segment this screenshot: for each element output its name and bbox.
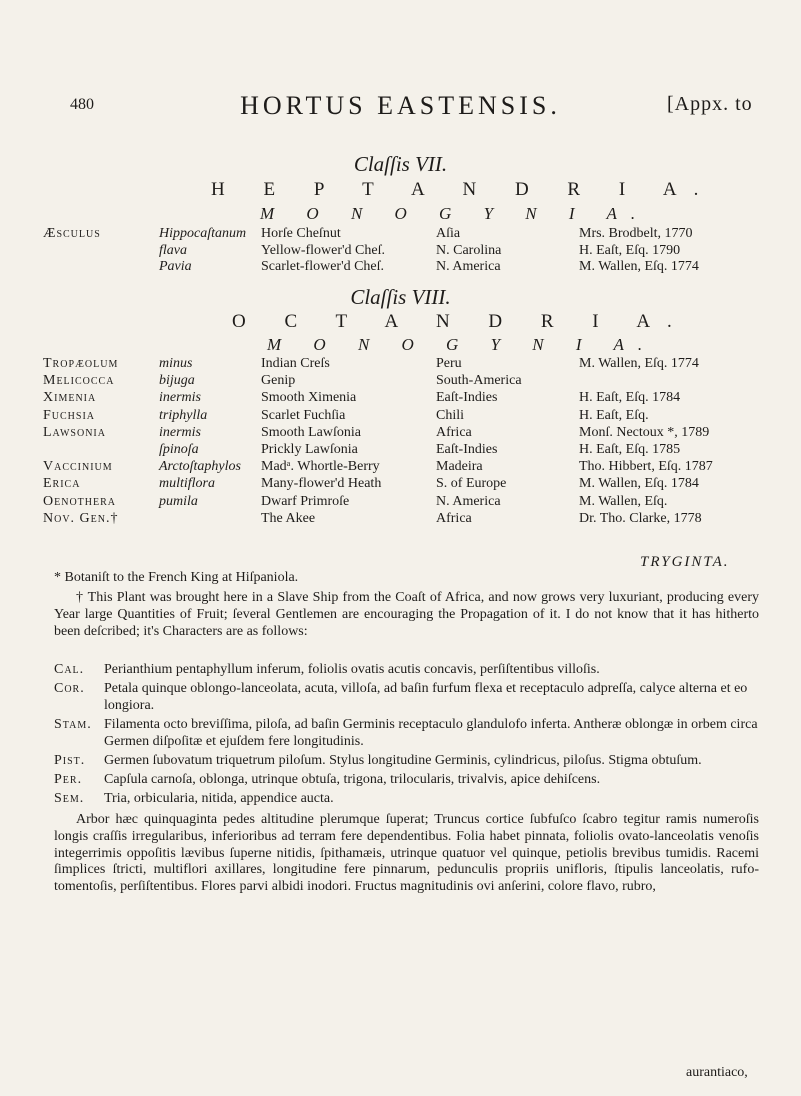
common-name-cell: Genip	[261, 373, 296, 389]
introduced-cell: H. Eaſt, Eſq. 1784	[579, 390, 681, 406]
introduced-cell: H. Eaſt, Eſq. 1785	[579, 442, 681, 457]
native-cell: Peru	[436, 356, 462, 371]
footnote-star: * Botaniſt to the French King at Hiſpaniola.	[54, 570, 299, 585]
table-row	[0, 459, 801, 476]
genus-cell: Æsculus	[43, 226, 101, 241]
common-name-cell: Yellow-flower'd Cheſ.	[261, 242, 385, 258]
native-cell: Madeira	[436, 459, 483, 475]
running-head	[0, 91, 801, 122]
introduced-cell: Dr. Tho. Clarke, 1778	[579, 510, 702, 526]
introduced-cell: M. Wallen, Eſq. 1774	[579, 259, 699, 274]
class-viii-order: M O N O G Y N I A.	[267, 335, 657, 354]
common-name-cell: Scarlet-flower'd Cheſ.	[261, 259, 385, 274]
introduced-cell: Monſ. Nectoux *, 1789	[579, 424, 710, 440]
character-row	[54, 717, 759, 751]
common-name-cell: Madᵃ. Whortle-Berry	[261, 459, 380, 475]
page-number: 480	[70, 96, 94, 113]
genus-cell: Nov. Gen.†	[43, 510, 119, 526]
table-row	[0, 356, 801, 373]
table-row	[0, 373, 801, 390]
class-vii-name: H E P T A N D R I A.	[211, 179, 716, 200]
character-label: Pist.	[54, 753, 86, 768]
species-cell: Hippocaſtanum	[159, 226, 247, 241]
table-row	[0, 476, 801, 493]
native-cell: S. of Europe	[436, 476, 507, 492]
species-cell: triphylla	[159, 407, 208, 423]
character-row	[54, 753, 759, 770]
character-text: Germen ſubovatum triquetrum piloſum. Stylus longitudine Germinis, cylindricus, piloſus. Stigma obtuſum.	[104, 753, 702, 768]
genus-cell: Fuchsia	[43, 407, 96, 423]
native-cell: N. America	[436, 259, 501, 274]
common-name-cell: Indian Creſs	[261, 356, 330, 371]
catchword-bottom: aurantiaco,	[686, 1065, 748, 1080]
table-row	[0, 425, 801, 442]
introduced-cell: Tho. Hibbert, Eſq. 1787	[579, 459, 713, 475]
genus-cell: Tropæolum	[43, 356, 119, 371]
native-cell: N. America	[436, 493, 501, 509]
species-cell: multiflora	[159, 476, 216, 492]
character-label: Per.	[54, 772, 83, 787]
native-cell: Africa	[436, 424, 472, 440]
running-title: HORTUS EASTENSIS.	[240, 91, 561, 120]
common-name-cell: Prickly Lawſonia	[261, 442, 358, 457]
species-cell: minus	[159, 356, 193, 371]
appendix-marker: [Appx. to	[667, 93, 753, 115]
table-row	[0, 243, 801, 260]
species-cell: ſpinoſa	[159, 442, 199, 457]
native-cell: South-America	[436, 373, 522, 389]
common-name-cell: Smooth Ximenia	[261, 390, 357, 406]
introduced-cell: H. Eaſt, Eſq. 1790	[579, 242, 681, 258]
character-row	[54, 662, 759, 679]
table-row	[0, 408, 801, 425]
native-cell: Chili	[436, 407, 465, 423]
character-text: Filamenta octo breviſſima, piloſa, ad baſin Germinis receptaculo glandulofo inferta. Antheræ oblongæ in orbem circa Germen diſpoſitæ et ejuſdem fere longitudinis.	[104, 717, 758, 749]
species-cell: flava	[159, 242, 187, 258]
character-text: Petala quinque oblongo-lanceolata, acuta, villoſa, ad baſin furfum flexa et receptaculo adpreſſa, calyce alterna et eo longiora.	[104, 681, 748, 713]
genus-cell: Oenothera	[43, 493, 116, 509]
introduced-cell: M. Wallen, Eſq. 1784	[579, 476, 699, 492]
common-name-cell: Scarlet Fuchſia	[261, 407, 346, 423]
native-cell: Eaſt-Indies	[436, 390, 498, 406]
character-text: Capſula carnoſa, oblonga, utrinque obtuſa, trigona, trilocularis, trivalvis, apice dehiſcens.	[104, 772, 601, 787]
native-cell: Aſia	[436, 226, 461, 241]
native-cell: N. Carolina	[436, 242, 502, 258]
character-row	[54, 791, 759, 808]
table-row	[0, 511, 801, 528]
native-cell: Eaſt-Indies	[436, 442, 498, 457]
table-row	[0, 494, 801, 511]
class-viii-label: Claſſis VIII.	[350, 285, 451, 309]
character-label: Stam.	[54, 717, 92, 732]
class-vii-label: Claſſis VII.	[353, 152, 448, 176]
species-cell: Arctoſtaphylos	[159, 459, 241, 475]
introduced-cell: M. Wallen, Eſq. 1774	[579, 356, 699, 371]
class-vii-order: M O N O G Y N I A.	[260, 204, 650, 223]
table-row	[0, 226, 801, 243]
species-cell: inermis	[159, 424, 201, 440]
genus-cell: Lawsonia	[43, 424, 106, 440]
species-cell: Pavia	[159, 259, 192, 274]
introduced-cell: M. Wallen, Eſq.	[579, 493, 668, 509]
genus-cell: Erica	[43, 476, 81, 492]
introduced-cell: Mrs. Brodbelt, 1770	[579, 226, 693, 241]
table-row	[0, 259, 801, 276]
character-label: Sem.	[54, 791, 85, 806]
common-name-cell: Many-flower'd Heath	[261, 476, 382, 492]
common-name-cell: Horſe Cheſnut	[261, 226, 341, 241]
genus-cell: Vaccinium	[43, 459, 113, 475]
table-row	[0, 390, 801, 407]
character-row	[54, 772, 759, 789]
character-row	[54, 681, 759, 715]
genus-cell: Melicocca	[43, 373, 115, 389]
character-label: Cor.	[54, 681, 85, 696]
class-viii-name: O C T A N D R I A.	[232, 311, 689, 332]
genus-cell: Ximenia	[43, 390, 97, 406]
common-name-cell: Smooth Lawſonia	[261, 424, 361, 440]
character-text: Tria, orbicularia, nitida, appendice aucta.	[104, 791, 334, 806]
species-cell: bijuga	[159, 373, 195, 389]
species-cell: pumila	[159, 493, 198, 509]
table-row	[0, 442, 801, 459]
character-label: Cal.	[54, 662, 85, 677]
introduced-cell: H. Eaſt, Eſq.	[579, 407, 649, 423]
character-text: Perianthium pentaphyllum inferum, foliolis ovatis acutis concavis, perſiſtentibus villoſis.	[104, 662, 600, 677]
footnote-dagger: † This Plant was brought here in a Slave Ship from the Coaſt of Africa, and now grows very luxuriant, producing every Year large Quantities of Fruit; ſeveral Gentlemen are encouraging the Propagation of it. I do not know that it has hitherto been deſcribed; it's Characters are as follows:	[54, 590, 759, 639]
common-name-cell: The Akee	[261, 510, 316, 526]
catchword-tryginta: TRYGINTA.	[640, 554, 730, 570]
description-paragraph: Arbor hæc quinquaginta pedes altitudine plerumque ſuperat; Truncus cortice ſubfuſco ſcabro tegitur ramis numeroſis longis craſſis irregularibus, inferioribus ad terram fere dependentibus. Folia habet pinnata, foliolis ovato-lanceolatis venoſis integerrimis oppoſitis lævibus ſuperne nitidis, ſpithamæis, utrinque quatuor vel quinque, petiolis brevibus tumidis. Racemi ſimplices ſtricti, multiflori axillares, longitudine fere pinnarum, pedunculis propriis unifloris, ſtipulis lanceolatis, rufo-tomentoſis, perſiſtentibus. Flores parvi albidi inodori. Fructus magnitudinis ovi anſerini, colore flavo, rubro,	[54, 812, 759, 895]
species-cell: inermis	[159, 390, 201, 406]
common-name-cell: Dwarf Primroſe	[261, 493, 350, 509]
native-cell: Africa	[436, 510, 472, 526]
